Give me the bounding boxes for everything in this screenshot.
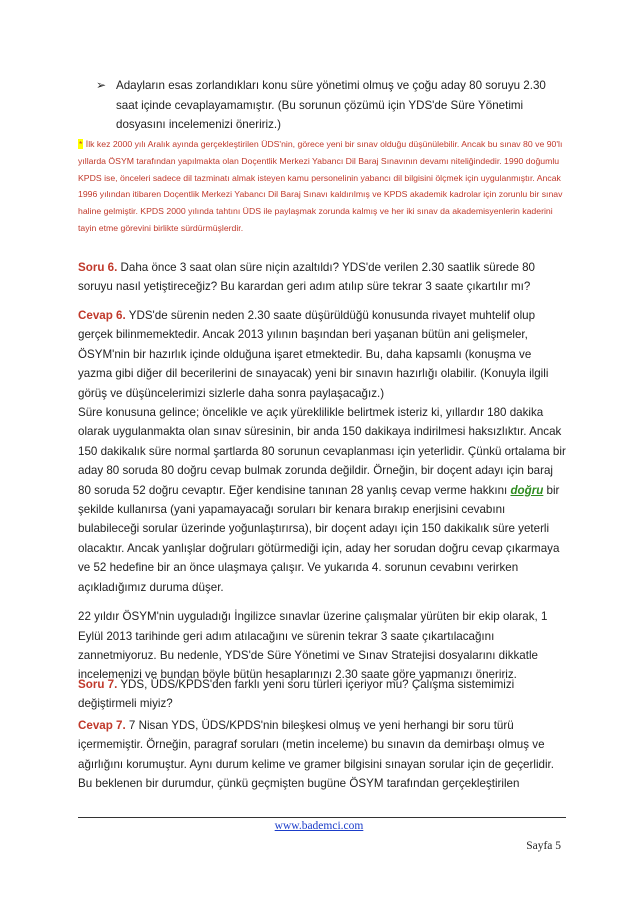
footer-link[interactable]: www.bademci.com <box>274 820 364 832</box>
answer-7-label: Cevap 7. <box>78 719 126 732</box>
highlighted-asterisk: * <box>79 139 83 149</box>
answer-6-text-2a: Süre konusuna gelince; öncelikle ve açık yüreklilikle belirtmek isteriz ki, yıllardır 180 dakika olarak uygulanmakta olan sınav süresinin, bir anda 150 dakikaya indirilmesi haksızlıktır. Ancak 150 dakikalık süre normal şartlarda 80 sorunun cevaplanması için yeterlidir. Çünkü ortalama bir aday 80 soruda 80 doğru cevap bulmak zorunda değildir. Örneğin, bir doçent adayı için baraj 80 soruda 52 doğru cevaptır. Eğer kendisine tanınan 28 yanlış cevap verme hakkını <box>78 406 566 497</box>
question-6-text: Daha önce 3 saat olan süre niçin azaltıldı? YDS'de verilen 2.30 saatlik sürede 80 soruyu nasıl yetiştireceğiz? Bu karardan geri adım atılıp süre tekrar 3 saate çıkartılır mı? <box>78 261 536 294</box>
footnote-text: İlk kez 2000 yılı Aralık ayında gerçekleştirilen ÜDS'nin, görece yeni bir sınav olduğu düşünülebilir. Ancak bu sınav 80 ve 90'lı yıllarda ÖSYM tarafından yapılmakta olan Doçentlik Merkezi Yabancı Dil Baraj Sınavının devamı niteliğindedir. 1990 doğumlu KPDS ise, önceleri sadece dil tazminatı almak isteyen kamu personelinin yabancı dil bilgisini ölçmek için uygulanmıştır. Ancak 1996 yılından itibaren Doçentlik Merkezi Yabancı Dil Baraj Sınavı kaldırılmış ve KPDS akademik kadrolar için zorunlu bir sınav haline gelmiştir. KPDS 2000 yılında tahtını ÜDS ile paylaşmak zorunda kalmış ve her iki sınav da akademisyenlerin kaderini tayin etme görevini birlikte sürdürmüşlerdir. <box>78 139 563 233</box>
answer-6-paragraph-2 <box>78 403 568 597</box>
answer-6-paragraph-1 <box>78 306 568 403</box>
answer-6 <box>78 306 568 685</box>
bullet-text: Adayların esas zorlandıkları konu süre yönetimi olmuş ve çoğu aday 80 soruyu 2.30 saat içinde cevaplayamamıştır. (Bu sorunun çözümü için YDS'de Süre Yönetimi dosyasını incelemenizi öneririz.) <box>116 79 546 131</box>
answer-6-paragraph-3: 22 yıldır ÖSYM'nin uyguladığı İngilizce sınavlar üzerine çalışmalar yürüten bir ekip olarak, 1 Eylül 2013 tarihinde geri adım atılacağını ve sürenin tekrar 3 saate çıkartılacağını zannetmiyoruz. Bu nedenle, YDS'de Süre Yönetimi ve Sınav Stratejisi dosyalarını dikkatle incelemenizi ve bundan böyle bütün hesaplarınızı 2.30 saate göre yapmanızı öneririz. <box>78 610 548 682</box>
footnote-paragraph <box>78 136 570 237</box>
question-7 <box>78 675 568 714</box>
arrow-bullet-icon: ➢ <box>96 78 107 92</box>
question-7-text: YDS, ÜDS/KPDS'den farklı yeni soru türleri içeriyor mu? Çalışma sistemimizi değiştirmeli miyiz? <box>78 678 515 711</box>
answer-6-text-2b: bir şekilde kullanırsa (yani yapamayacağı soruları bir kenara bırakıp enerjisini cevabını bulabileceği sorular üzerinde yoğunlaştırırsa), bir doçent adayı için 150 dakikalık süre yeterli olacaktır. Ancak yanlışlar doğruları götürmediği için, aday her sorudan doğru cevap çıkarmaya ve 52 hedefine bir an önce ulaşmaya çalışır. Ve yukarıda 4. sorunun cevabını verirken açıkladığımız duruma düşer. <box>78 483 560 594</box>
question-6-label: Soru 6. <box>78 261 118 274</box>
page-number: Sayfa 5 <box>526 840 561 852</box>
bullet-item <box>96 76 566 135</box>
answer-7-text: 7 Nisan YDS, ÜDS/KPDS'nin bileşkesi olmuş ve yeni herhangi bir soru türü içermemiştir. Örneğin, paragraf soruları (metin inceleme) bu sınavın da demirbaşı olmuş ve ağırlığını korumuştur. Aynı durum kelime ve gramer bilgisini sınayan sorular için de geçerlidir. Bu beklenen bir durumdur, çünkü geçmişten bugüne ÖSYM tarafından gerçekleştirilen <box>78 719 554 791</box>
question-6 <box>78 258 568 297</box>
question-7-label: Soru 7. <box>78 678 118 691</box>
answer-6-label: Cevap 6. <box>78 309 126 322</box>
emphasized-word: doğru <box>510 483 544 497</box>
footer-divider <box>78 817 566 818</box>
answer-6-text-1: YDS'de sürenin neden 2.30 saate düşürüldüğü konusunda rivayet muhtelif olup gerçek bilinmemektedir. Ancak 2013 yılının başından beri yaşanan bütün ani gelişmeler, ÖSYM'nin bir hazırlık içinde olduğuna işaret etmektedir. Bu, daha kapsamlı (konuşma ve yazma gibi diğer dil becerilerini de sınayacak) yeni bir sınavın hazırlığı olabilir. (Konuyla ilgili görüş ve düşüncelerimizi sizlerle daha sonra paylaşacağız.) <box>78 309 549 400</box>
answer-7 <box>78 716 568 794</box>
